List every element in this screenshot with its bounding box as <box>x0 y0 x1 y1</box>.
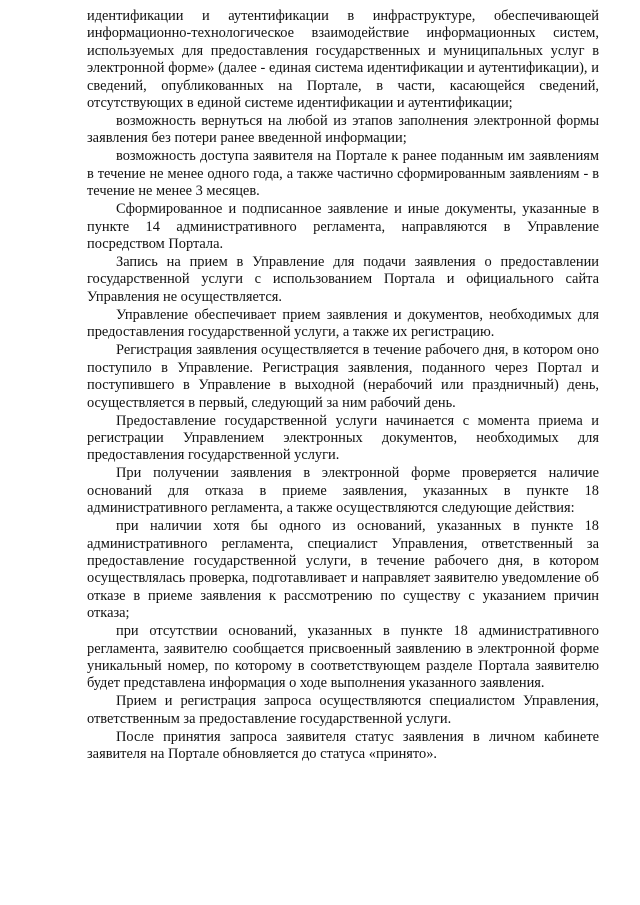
paragraph: возможность вернуться на любой из этапов заполнения электронной формы заявления без потери ранее введенной информации; <box>87 113 599 147</box>
paragraph: Регистрация заявления осуществляется в течение рабочего дня, в котором оно поступило в Управление. Регистрация заявления, поданного через Портал и поступившего в Управление в выходной (нерабочий или праздничный) день, осуществляется в первый, следующий за ним рабочий день. <box>87 342 599 411</box>
paragraph-continuation: идентификации и аутентификации в инфраструктуре, обеспечивающей информационно-технологическое взаимодействие информационных систем, используемых для предоставления государственных и муниципальных услуг в электронной форме» (далее - единая система идентификации и аутентификации), и сведений, опубликованных на Портале, в части, касающейся сведений, отсутствующих в единой системе идентификации и аутентификации; <box>87 8 599 112</box>
paragraph: при наличии хотя бы одного из оснований, указанных в пункте 18 административного регламента, специалист Управления, ответственный за предоставление государственной услуги, в течение рабочего дня, в котором осуществлялась проверка, подготавливает и направляет заявителю уведомление об отказе в приеме заявления к рассмотрению по существу с указанием причин отказа; <box>87 518 599 622</box>
paragraph: При получении заявления в электронной форме проверяется наличие оснований для отказа в приеме заявления, указанных в пункте 18 административного регламента, а также осуществляются следующие действия: <box>87 465 599 517</box>
paragraph: Предоставление государственной услуги начинается с момента приема и регистрации Управлением электронных документов, необходимых для предоставления государственной услуги. <box>87 412 599 464</box>
paragraph: Прием и регистрация запроса осуществляются специалистом Управления, ответственным за предоставление государственной услуги. <box>87 693 599 727</box>
paragraph: После принятия запроса заявителя статус заявления в личном кабинете заявителя на Портале обновляется до статуса «принято». <box>87 728 599 763</box>
paragraph: при отсутствии оснований, указанных в пункте 18 административного регламента, заявителю сообщается присвоенный заявлению в электронной форме уникальный номер, по которому в соответствующем разделе Портала заявителю будет представлена информация о ходе выполнения указанного заявления. <box>87 623 599 692</box>
paragraph: возможность доступа заявителя на Портале к ранее поданным им заявлениям в течение не менее одного года, а также частично сформированным заявлениям - в течение не менее 3 месяцев. <box>87 148 599 200</box>
paragraph: Управление обеспечивает прием заявления и документов, необходимых для предоставления государственной услуги, а также их регистрацию. <box>87 306 599 341</box>
paragraph: Запись на прием в Управление для подачи заявления о предоставлении государственной услуги с использованием Портала и официального сайта Управления не осуществляется. <box>87 254 599 305</box>
document-page <box>87 8 599 764</box>
paragraph: Сформированное и подписанное заявление и иные документы, указанные в пункте 14 административного регламента, направляются в Управление посредством Портала. <box>87 201 599 253</box>
